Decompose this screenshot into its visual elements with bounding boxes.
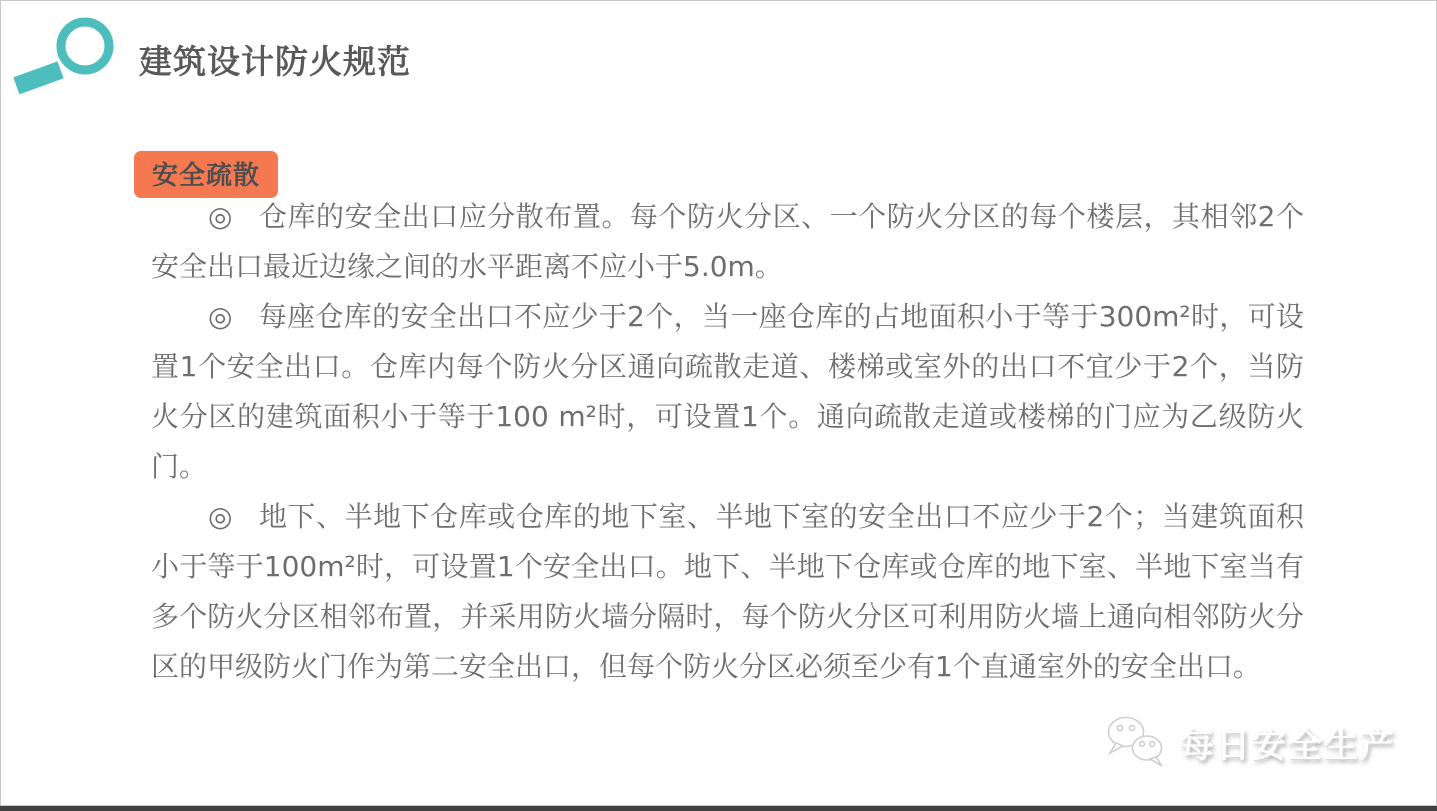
bullet-marker: ◎ [208, 300, 233, 333]
header [13, 13, 411, 99]
watermark [1102, 713, 1396, 771]
paragraph-1-text: 仓库的安全出口应分散布置。每个防火分区、一个防火分区的每个楼层，其相邻2个安全出口最近边缘之间的水平距离不应小于5.0m。 [151, 200, 1304, 283]
body-text [151, 192, 1304, 692]
wechat-icon [1102, 713, 1172, 771]
paragraph-2-text: 每座仓库的安全出口不应少于2个，当一座仓库的占地面积小于等于300m²时，可设置1个安全出口。仓库内每个防火分区通向疏散走道、楼梯或室外的出口不宜少于2个，当防火分区的建筑面积小于等于100 m²时，可设置1个。通向疏散走道或楼梯的门应为乙级防火门。 [151, 300, 1305, 483]
watermark-text: 每日安全生产 [1180, 725, 1396, 766]
magnifier-icon [13, 13, 123, 99]
paragraph-3-text: 地下、半地下仓库或仓库的地下室、半地下室的安全出口不应少于2个；当建筑面积小于等于100m²时，可设置1个安全出口。地下、半地下仓库或仓库的地下室、半地下室当有多个防火分区相邻布置，并采用防火墙分隔时，每个防火分区可利用防火墙上通向相邻防火分区的甲级防火门作为第二安全出口，但每个防火分区必须至少有1个直通室外的安全出口。 [151, 500, 1304, 683]
bottom-bar [0, 806, 1437, 811]
paragraph-2 [151, 292, 1304, 492]
bullet-marker: ◎ [208, 500, 233, 533]
page-title: 建筑设计防火规范 [139, 41, 411, 81]
bullet-marker: ◎ [208, 200, 233, 233]
paragraph-1 [151, 192, 1304, 292]
paragraph-3 [151, 492, 1304, 692]
section-badge: 安全疏散 [134, 151, 278, 198]
